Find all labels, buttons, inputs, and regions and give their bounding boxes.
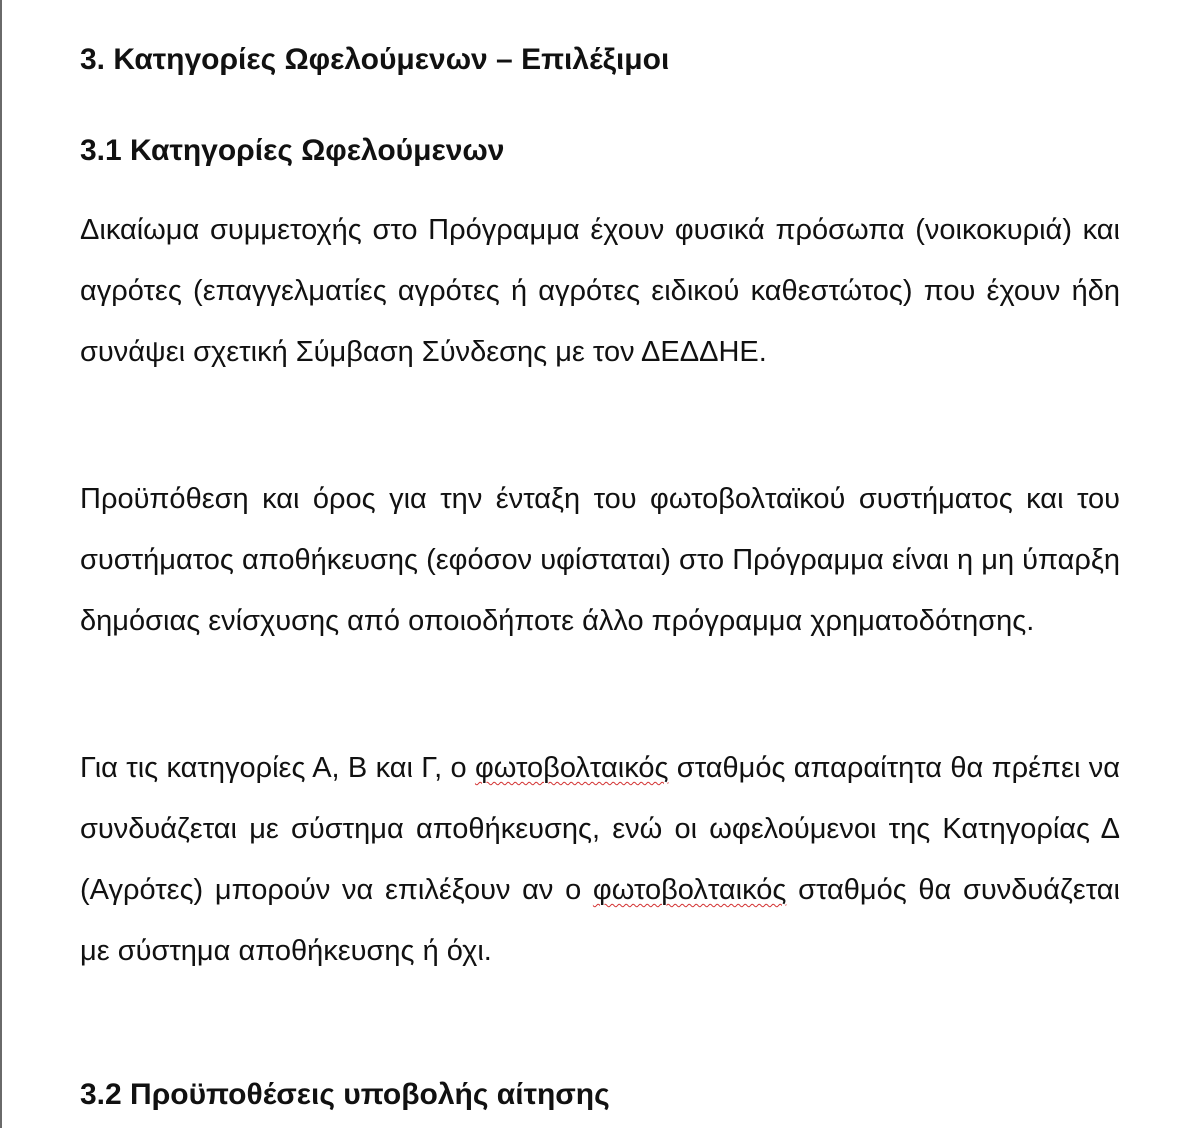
section-heading-3-2: 3.2 Προϋποθέσεις υποβολής αίτησης: [80, 1078, 610, 1111]
section-heading-3: 3. Κατηγορίες Ωφελούμενων – Επιλέξιμοι: [80, 43, 670, 76]
spellcheck-flagged-word[interactable]: φωτοβολταικός: [474, 752, 669, 784]
spellcheck-flagged-word[interactable]: φωτοβολταικός: [592, 874, 787, 906]
section-heading-3-1: 3.1 Κατηγορίες Ωφελούμενων: [80, 134, 505, 167]
paragraph-condition: Προϋπόθεση και όρος για την ένταξη του φωτοβολταϊκού συστήματος και του συστήματος αποθήκευσης (εφόσον υφίσταται) στο Πρόγραμμα είναι η μη ύπαρξη δημόσιας ενίσχυσης από οποιοδήποτε άλλο πρόγραμμα χρηματοδότησης.: [80, 483, 1120, 637]
paragraph-categories-text-2: σταθμός απαραίτητα θα πρέπει να συνδυάζεται με σύστημα αποθήκευσης, ενώ οι ωφελούμενοι της Κατηγορίας Δ (Αγρότες) μπορούν να επιλέξουν αν ο: [80, 752, 1120, 906]
paragraph-categories: [80, 738, 1120, 982]
paragraph-categories-text-1: Για τις κατηγορίες Α, Β και Γ, ο: [80, 752, 475, 784]
paragraph-categories-text-3: σταθμός θα συνδυάζεται με σύστημα αποθήκευσης ή όχι.: [80, 874, 1120, 967]
paragraph-eligibility: Δικαίωμα συμμετοχής στο Πρόγραμμα έχουν φυσικά πρόσωπα (νοικοκυριά) και αγρότες (επαγγελματίες αγρότες ή αγρότες ειδικού καθεστώτος) που έχουν ήδη συνάψει σχετική Σύμβαση Σύνδεσης με τον ΔΕΔΔΗΕ.: [80, 214, 1120, 368]
